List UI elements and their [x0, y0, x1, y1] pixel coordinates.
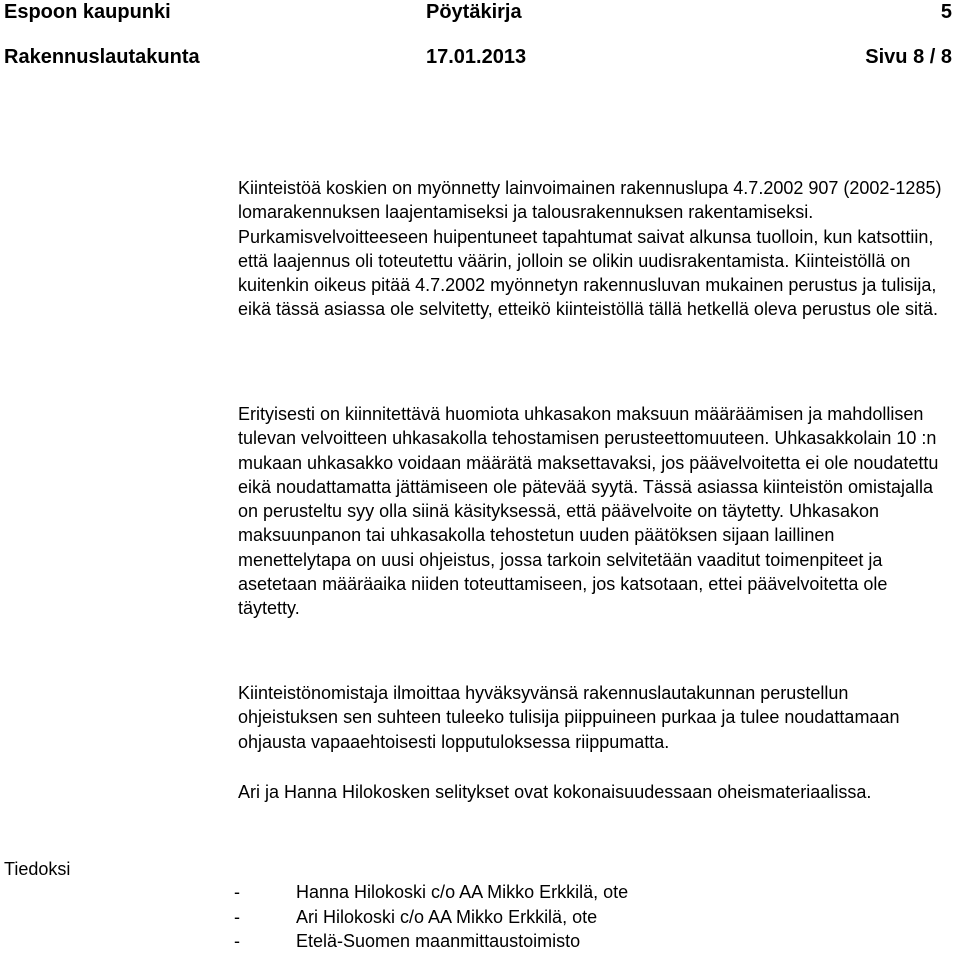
- body-paragraph-2: [238, 402, 950, 621]
- recipient-name: Hanna Hilokoski c/o AA Mikko Erkkilä, ote: [296, 882, 629, 902]
- board-name: Rakennuslautakunta: [4, 46, 200, 68]
- header-top-row: [0, 0, 960, 30]
- body-paragraph-4: [238, 780, 950, 804]
- paragraph-text: Kiinteistönomistaja ilmoittaa hyväksyvänsä rakennuslautakunnan perustellun ohjeistuksen sen suhteen tuleeko tulisija piippuineen purkaa ja tulee noudattamaan ohjausta vapaaehtoisesti lopputuloksessa riippumatta.: [238, 683, 900, 752]
- distribution-list: [234, 880, 628, 954]
- paragraph-text: Erityisesti on kiinnitettävä huomiota uhkasakon maksuun määräämisen ja mahdollisen tulevan velvoitteen uhkasakolla tehostamisen perusteettomuuteen. Uhkasakkolain 10 :n mukaan uhkasakko voidaan määrätä maksettavaksi, jos päävelvoitetta ei ole noudatettu eikä noudattamatta jättämiseen ole pätevää syytä. Tässä asiassa kiinteistön omistajalla on perusteltu syy olla siinä käsityksessä, että päävelvoite on täytetty. Uhkasakon maksuunpanon tai uhkasakolla tehostetun uuden päätöksen sijaan laillinen menettelytapa on uusi ohjeistus, jossa tarkoin selvitetään vaaditut toimenpiteet ja asetetaan määräaika niiden toteuttamiseen, jos katsotaan, ettei päävelvoitetta ole täytetty.: [238, 404, 939, 619]
- section-number: 5: [940, 1, 952, 23]
- body-paragraph-3: [238, 681, 950, 754]
- municipality-name: Espoon kaupunki: [4, 1, 171, 23]
- recipient-name: Etelä-Suomen maanmittaustoimisto: [296, 931, 581, 951]
- recipient-name: Ari Hilokoski c/o AA Mikko Erkkilä, ote: [296, 906, 598, 927]
- list-dash: -: [234, 882, 240, 902]
- list-item: [234, 905, 628, 930]
- page-number: Sivu 8 / 8: [865, 46, 952, 68]
- list-item: [234, 929, 628, 954]
- meeting-date: 17.01.2013: [426, 46, 527, 68]
- list-item: [234, 880, 628, 905]
- paragraph-text: Ari ja Hanna Hilokosken selitykset ovat kokonaisuudessaan oheismateriaalissa.: [238, 782, 872, 802]
- paragraph-text: Kiinteistöä koskien on myönnetty lainvoimainen rakennuslupa 4.7.2002 907 (2002-1285) lomarakennuksen laajentamiseksi ja talousrakennuksen rakentamiseksi. Purkamisvelvoitteeseen huipentuneet tapahtumat saivat alkunsa tuolloin, kun katsottiin, että laajennus oli toteutettu väärin, jolloin se olikin uudisrakentamista. Kiinteistöllä on kuitenkin oikeus pitää 4.7.2002 myönnetyn rakennusluvan mukainen perustus ja tulisija, eikä tässä asiassa ole selvitetty, etteikö kiinteistöllä tällä hetkellä oleva perustus ole sitä.: [238, 178, 942, 320]
- header-bottom-row: [0, 45, 960, 75]
- list-dash: -: [234, 931, 240, 951]
- document-type: Pöytäkirja: [426, 1, 522, 23]
- list-dash: -: [234, 906, 240, 927]
- distribution-label: Tiedoksi: [4, 859, 71, 879]
- body-paragraph-1: [238, 176, 950, 322]
